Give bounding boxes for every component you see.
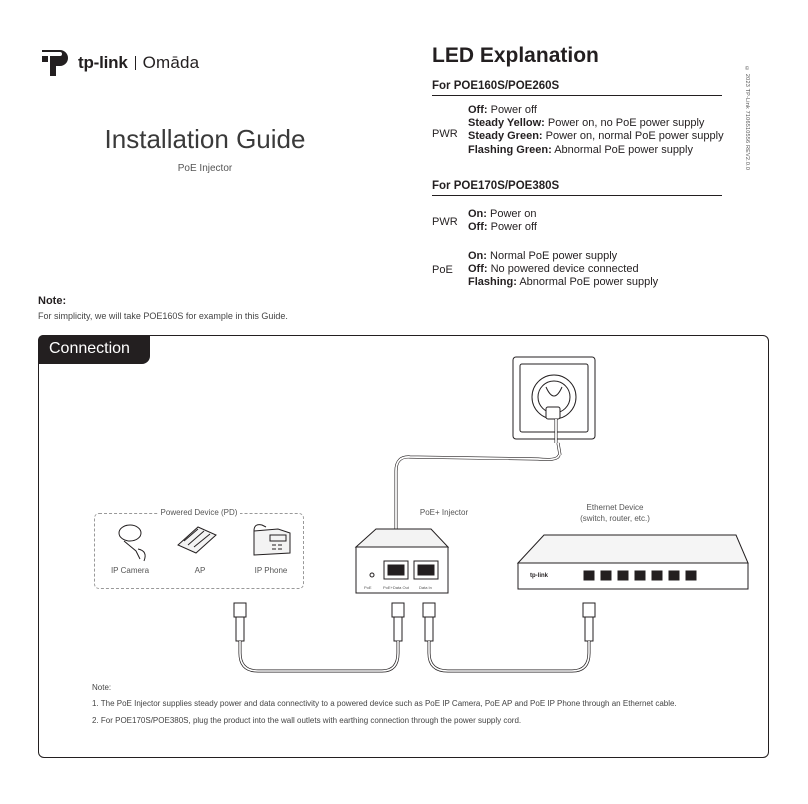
connection-note-2: 2. For POE170S/POE380S, plug the product into the wall outlets with earthing connection through the power supply cord. (92, 716, 522, 725)
wall-outlet-icon (513, 357, 595, 439)
powered-device-group (94, 513, 304, 589)
note-heading: Note: (38, 295, 67, 307)
led-lines-poe (468, 250, 658, 290)
led-line: Steady Yellow: Power on, no PoE power supply (468, 117, 705, 130)
poe-injector-icon (356, 529, 448, 593)
page-subtitle: PoE Injector (177, 163, 233, 174)
ip-camera-label: IP Camera (110, 566, 150, 575)
led-lines-pwr-1 (468, 104, 724, 157)
injector-port-label-in: Data In (419, 585, 432, 590)
product-line-name: Omāda (142, 53, 200, 72)
led-line: Steady Green: Power on, normal PoE power supply (468, 130, 724, 143)
led-line: Flashing: Abnormal PoE power supply (468, 276, 659, 289)
led-section-heading-2: For POE170S/POE380S (432, 180, 722, 196)
tp-link-logo-icon (38, 46, 72, 80)
pd-group-label: Powered Device (PD) (94, 508, 304, 517)
ethernet-cable-switch (429, 641, 589, 671)
ethernet-cable-pd (240, 641, 398, 671)
rj45-plug-icon (583, 603, 595, 641)
copyright-text: © 2023 TP-Link 7106510556 REV2.0.0 (744, 66, 750, 171)
led-line: Flashing Green: Abnormal PoE power supply (468, 143, 693, 156)
led-label-poe: PoE (432, 264, 453, 276)
brand-name: tp-link (78, 53, 128, 72)
led-line: Off: Power off (468, 104, 537, 116)
led-section-heading-1: For POE160S/POE260S (432, 80, 722, 96)
led-line: On: Normal PoE power supply (468, 250, 618, 262)
rj45-plug-icon (423, 603, 435, 641)
ethernet-switch-icon (518, 535, 748, 589)
tp-link-omada-logo (38, 46, 199, 80)
logo-divider (135, 56, 136, 70)
led-label-pwr-2: PWR (432, 216, 458, 228)
ap-label: AP (194, 566, 206, 575)
rj45-plug-icon (234, 603, 246, 641)
ethernet-device-sublabel: (switch, router, etc.) (580, 514, 650, 523)
note-text: For simplicity, we will take POE160S for example in this Guide. (38, 311, 288, 321)
ip-phone-label: IP Phone (254, 566, 288, 575)
led-explanation-title: LED Explanation (432, 44, 599, 67)
connection-note-1: 1. The PoE Injector supplies steady power and data connectivity to a powered device such as PoE IP Camera, PoE AP and PoE IP Phone through an Ethernet cable. (92, 699, 677, 708)
led-line: Off: Power off (468, 221, 537, 234)
injector-port-label-out: PoE+Data Out (383, 585, 409, 590)
switch-brand-label: tp-link (530, 573, 548, 579)
led-line: On: Power on (468, 208, 537, 220)
ethernet-device-label: Ethernet Device (586, 503, 644, 512)
led-lines-pwr-2 (468, 208, 537, 234)
page-title: Installation Guide (104, 124, 306, 154)
connection-notes-heading: Note: (92, 683, 112, 692)
led-label-pwr-1: PWR (432, 128, 458, 140)
injector-label: PoE+ Injector (419, 508, 469, 517)
connection-title: Connection (38, 335, 150, 364)
injector-port-label-poe: PoE (364, 585, 372, 590)
rj45-plug-icon (392, 603, 404, 641)
led-line: Off: No powered device connected (468, 263, 639, 276)
